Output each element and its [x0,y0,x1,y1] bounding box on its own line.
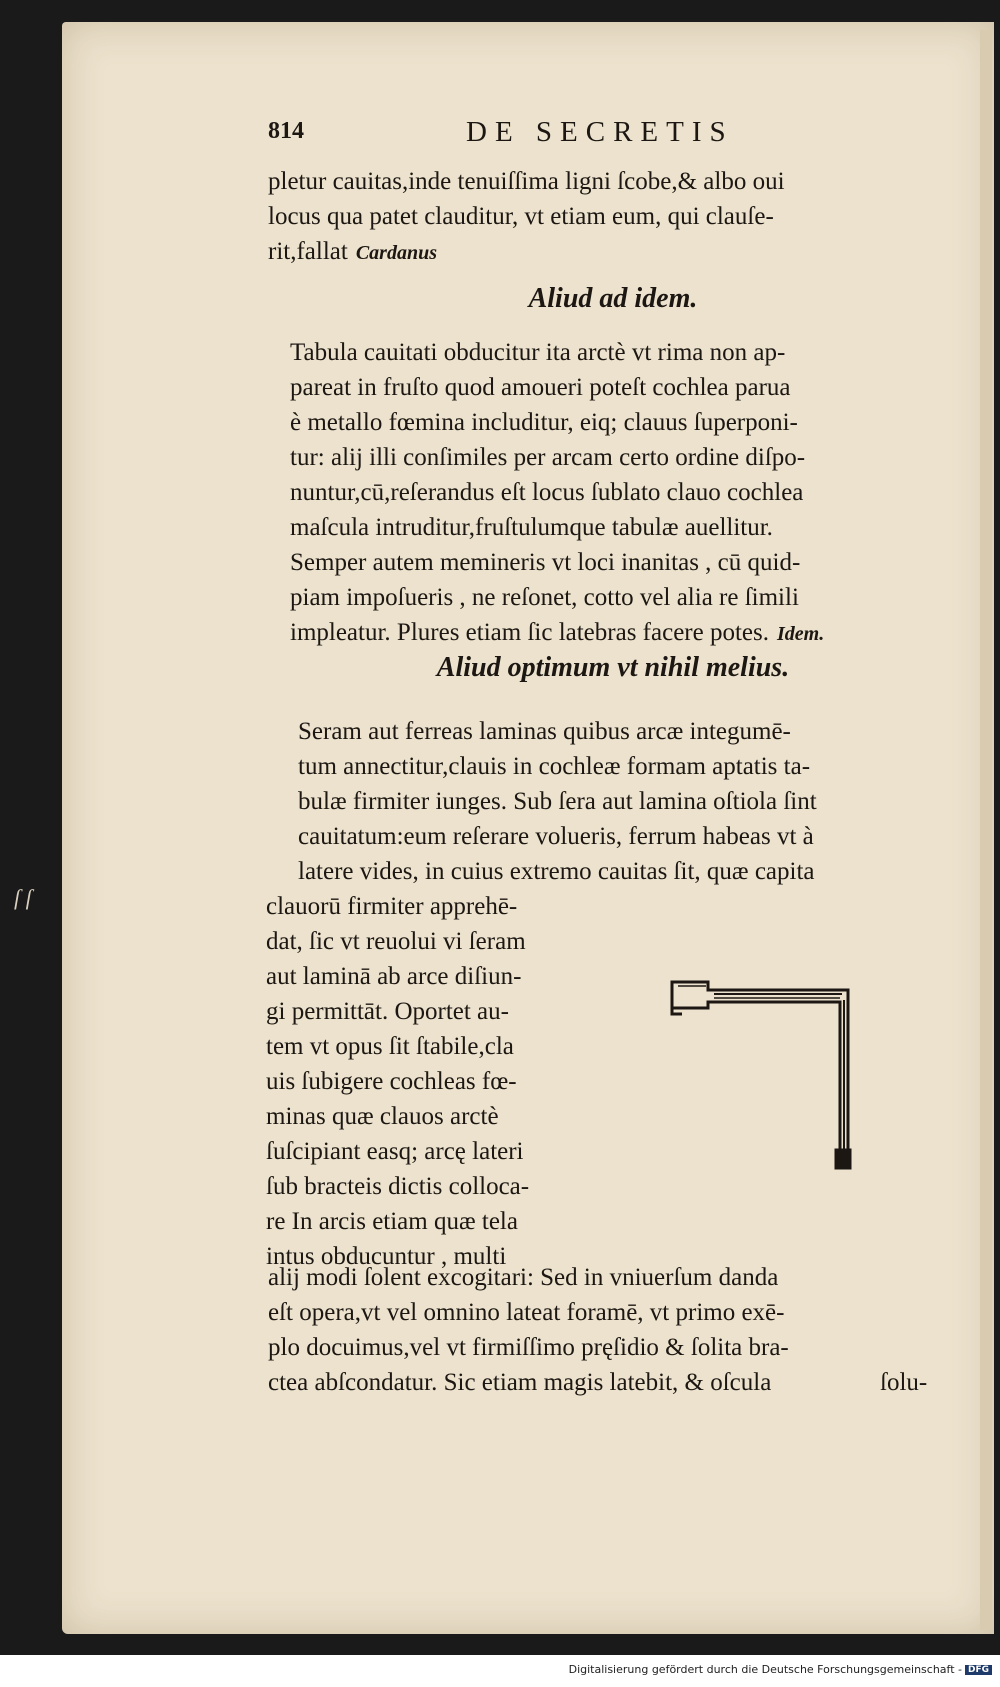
text-line: locus qua patet clauditur, vt etiam eum, qui clauſe- [268,203,774,230]
text-line: intus obducuntur , multi [266,1243,507,1270]
text-line: eſt opera,vt vel omnino lateat foramē, vt primo exē- [268,1299,785,1326]
section-heading-1: Aliud ad idem. [528,283,698,314]
text-line: clauorū firmiter apprehē- [266,893,518,920]
text-line: dat, ſic vt reuolui vi ſeram [266,928,526,955]
text-line: Seram aut ferreas laminas quibus arcæ integumē- [298,718,791,745]
text-line: Tabula cauitati obducitur ita arctè vt rima non ap- [290,339,786,366]
key-tool-illustration [670,978,870,1178]
text-line: maſcula intruditur,fruſtulumque tabulæ auellitur. [290,514,773,541]
text-line: nuntur,cū,reſerandus eſt locus ſublato clauo cochlea [290,479,804,506]
page-edge [980,30,992,1630]
source-attribution: Idem. [776,623,825,645]
text-line: piam impoſueris , ne reſonet, cotto vel alia re ſimili [290,584,799,611]
text-line: ſub bracteis dictis colloca- [266,1173,530,1200]
paragraph-2 [268,335,958,652]
text-line: gi permittāt. Oportet au- [266,998,509,1025]
margin-bleed-mark: ſ ſ [14,885,32,910]
text-line: cauitatum:eum reſerare volueris, ferrum habeas vt à [298,823,814,850]
text-line: bulæ firmiter iunges. Sub ſera aut lamina oſtiola ſint [298,788,817,815]
text-line [268,615,958,652]
running-title: DE SECRETIS [466,116,734,148]
text-line: tem vt opus ſit ſtabile,cla [266,1033,514,1060]
text-line: è metallo fœmina includitur, eiq; clauus ſuperponi- [290,409,798,436]
text-line: minas quæ clauos arctè [266,1103,499,1130]
dfg-logo-icon: DFG [965,1665,992,1675]
text-line: ſuſcipiant easq; arcę lateri [266,1138,524,1165]
paragraph-3-full [268,714,958,889]
paragraph-3-tail [268,1260,958,1400]
text-line: latere vides, in cuius extremo cauitas ſit, quæ capita [298,858,815,885]
paragraph-3-narrow [266,889,608,1274]
catchword: ſolu- [880,1369,928,1396]
page-number: 814 [268,118,304,144]
section-heading-2: Aliud optimum vt nihil melius. [436,652,790,683]
running-head [268,116,948,148]
credit-text: Digitalisierung gefördert durch die Deutsche Forschungsgemeinschaft - [568,1663,962,1676]
text-line-content: impleatur. Plures etiam ſic latebras facere potes. [290,619,769,646]
text-line: re In arcis etiam quæ tela [266,1208,518,1235]
text-line: Semper autem memineris vt loci inanitas , cū quid- [290,549,801,576]
text-line: pareat in fruſto quod amoueri poteſt cochlea parua [290,374,791,401]
text-line [268,234,958,271]
text-line: uis ſubigere cochleas fœ- [266,1068,517,1095]
text-line: plo docuimus,vel vt firmiſſimo pręſidio & ſolita bra- [268,1334,789,1361]
text-line: alij modi ſolent excogitari: Sed in vniuerſum danda [268,1264,779,1291]
digitization-credit [569,1663,992,1676]
paragraph-1 [268,164,958,271]
source-attribution: Cardanus [355,242,437,264]
text-line: aut laminā ab arce diſiun- [266,963,522,990]
text-line: ctea abſcondatur. Sic etiam magis latebit, & oſcula [268,1369,772,1396]
text-line-content: rit,fallat [268,238,348,265]
text-line: tum annectitur,clauis in cochleæ formam aptatis ta- [298,753,811,780]
text-line: tur: alij illi conſimiles per arcam certo ordine diſpo- [290,444,806,471]
text-line: pletur cauitas,inde tenuiſſima ligni ſcobe,& albo oui [268,168,785,195]
